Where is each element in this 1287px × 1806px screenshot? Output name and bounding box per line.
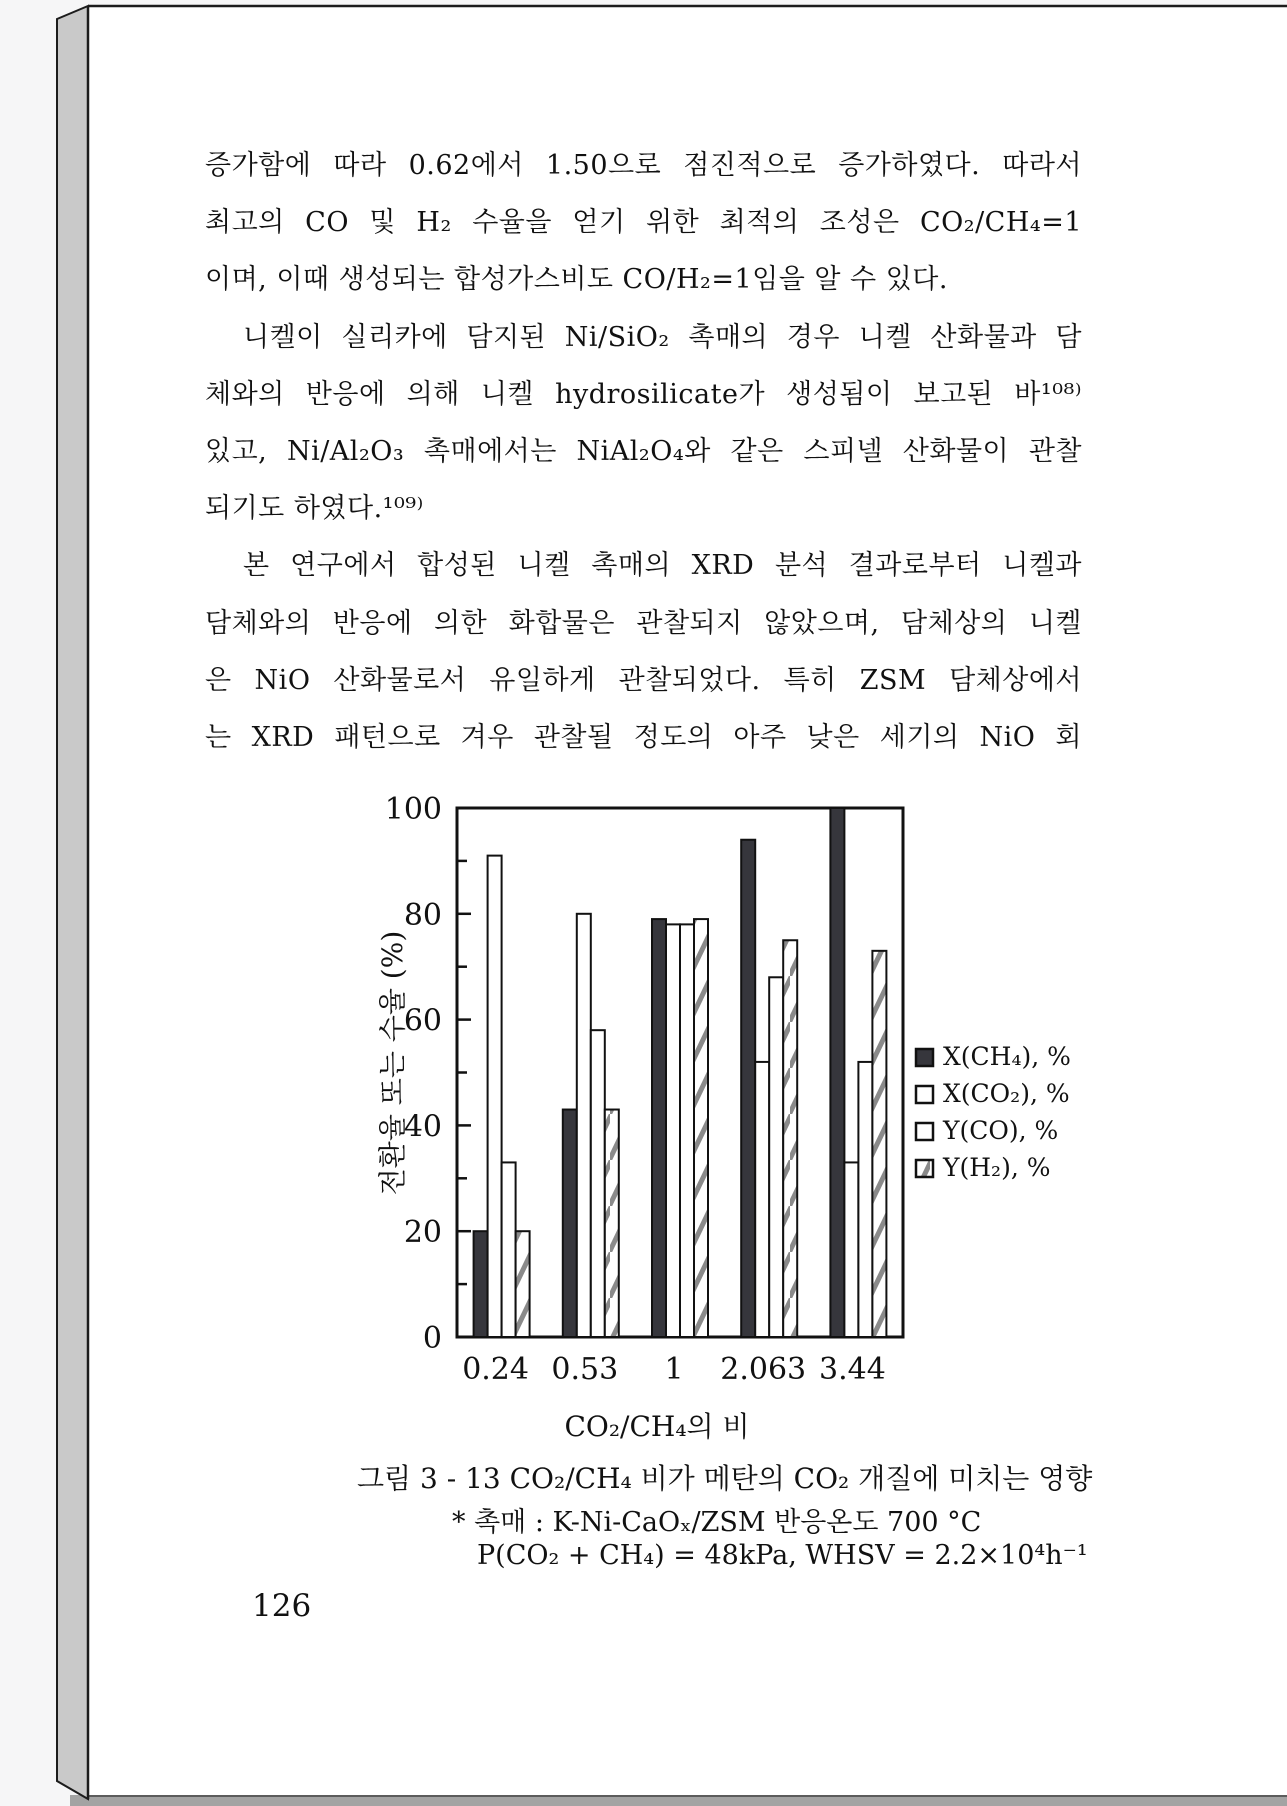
bar-Y(CO), %-3.44: [858, 1062, 872, 1337]
y-tick-label: 40: [403, 1109, 442, 1145]
y-tick-label: 80: [403, 897, 442, 933]
bar-X(CO₂), %-1: [666, 924, 680, 1337]
body-line: 되기도 하였다.¹⁰⁹⁾: [205, 493, 424, 525]
legend-swatch: [916, 1160, 933, 1177]
body-line: 있고, Ni/Al₂O₃ 촉매에서는 NiAl₂O₄와 같은 스피넬 산화물이 관찰: [205, 435, 1082, 467]
figure-caption-title: 그림 3 - 13 CO₂/CH₄ 비가 메탄의 CO₂ 개질에 미치는 영향: [357, 1462, 1093, 1495]
figure-3-13-bar-chart: [330, 700, 1090, 1460]
bar-X(CO₂), %-2.063: [755, 1062, 769, 1337]
x-tick-label: 2.063: [720, 1352, 807, 1387]
legend-swatch: [916, 1123, 933, 1140]
bar-X(CO₂), %-3.44: [844, 1162, 858, 1337]
x-tick-label: 3.44: [819, 1352, 886, 1387]
y-tick-label: 20: [403, 1215, 442, 1251]
x-tick-label: 0.24: [462, 1352, 529, 1387]
body-line: 본 연구에서 합성된 니켈 촉매의 XRD 분석 결과로부터 니켈과: [243, 550, 1082, 582]
body-line: 은 NiO 산화물로서 유일하게 관찰되었다. 특히 ZSM 담체상에서: [205, 664, 1082, 696]
body-line: 는 XRD 패턴으로 겨우 관찰될 정도의 아주 낮은 세기의 NiO 회: [205, 721, 1082, 753]
bar-Y(H₂), %-3.44: [872, 951, 886, 1337]
body-text: [205, 143, 1082, 772]
body-line: 이며, 이때 생성되는 합성가스비도 CO/H₂=1임을 알 수 있다.: [205, 264, 948, 296]
bar-Y(H₂), %-1: [694, 919, 708, 1337]
legend-label: Y(CO), %: [943, 1116, 1059, 1145]
bar-Y(CO), %-2.063: [769, 977, 783, 1337]
bar-Y(H₂), %-0.24: [516, 1231, 530, 1337]
bar-X(CH₄), %-0.24: [474, 1231, 488, 1337]
body-line: 담체와의 반응에 의한 화합물은 관찰되지 않았으며, 담체상의 니켈: [205, 607, 1082, 639]
book-spine-edge: [57, 6, 88, 1799]
bar-X(CH₄), %-2.063: [741, 840, 755, 1337]
legend-label: Y(H₂), %: [943, 1153, 1051, 1182]
x-tick-label: 0.53: [551, 1352, 619, 1387]
body-line: 최고의 CO 및 H₂ 수율을 얻기 위한 최적의 조성은 CO₂/CH₄=1: [205, 207, 1082, 239]
bar-X(CH₄), %-1: [652, 919, 666, 1337]
page-number: 126: [252, 1588, 312, 1624]
body-line: 니켈이 실리카에 담지된 Ni/SiO₂ 촉매의 경우 니켈 산화물과 담: [243, 321, 1082, 353]
bar-X(CH₄), %-0.53: [563, 1110, 577, 1337]
bar-chart-canvas: [330, 700, 1090, 1460]
x-axis-label: CO₂/CH₄의 비: [564, 1410, 750, 1443]
legend-swatch: [916, 1086, 933, 1103]
legend-swatch: [916, 1049, 933, 1066]
bar-Y(H₂), %-0.53: [605, 1110, 619, 1337]
y-tick-label: 60: [403, 1003, 442, 1039]
figure-caption-note-conditions: P(CO₂ + CH₄) = 48kPa, WHSV = 2.2×10⁴h⁻¹: [477, 1540, 1088, 1571]
body-line: 체와의 반응에 의해 니켈 hydrosilicate가 생성됨이 보고된 바¹⁰⁸⁾: [205, 378, 1082, 410]
legend-label: X(CH₄), %: [943, 1042, 1071, 1071]
y-tick-label: 0: [422, 1321, 442, 1356]
y-tick-label: 100: [384, 792, 442, 827]
body-line: 증가함에 따라 0.62에서 1.50으로 점진적으로 증가하였다. 따라서: [205, 150, 1082, 181]
bar-Y(CO), %-1: [680, 924, 694, 1337]
bar-Y(CO), %-0.24: [502, 1162, 516, 1337]
legend-label: X(CO₂), %: [943, 1079, 1070, 1108]
bar-X(CO₂), %-0.53: [577, 914, 591, 1337]
bar-X(CH₄), %-3.44: [830, 808, 844, 1337]
x-tick-label: 1: [664, 1352, 684, 1387]
figure-caption-note-catalyst: * 촉매 : K-Ni-CaOₓ/ZSM 반응온도 700 °C: [452, 1507, 982, 1538]
bar-Y(H₂), %-2.063: [783, 940, 797, 1337]
y-axis-label: 전환율 또는 수율 (%): [376, 930, 409, 1196]
bar-X(CO₂), %-0.24: [488, 856, 502, 1337]
bar-Y(CO), %-0.53: [591, 1030, 605, 1337]
